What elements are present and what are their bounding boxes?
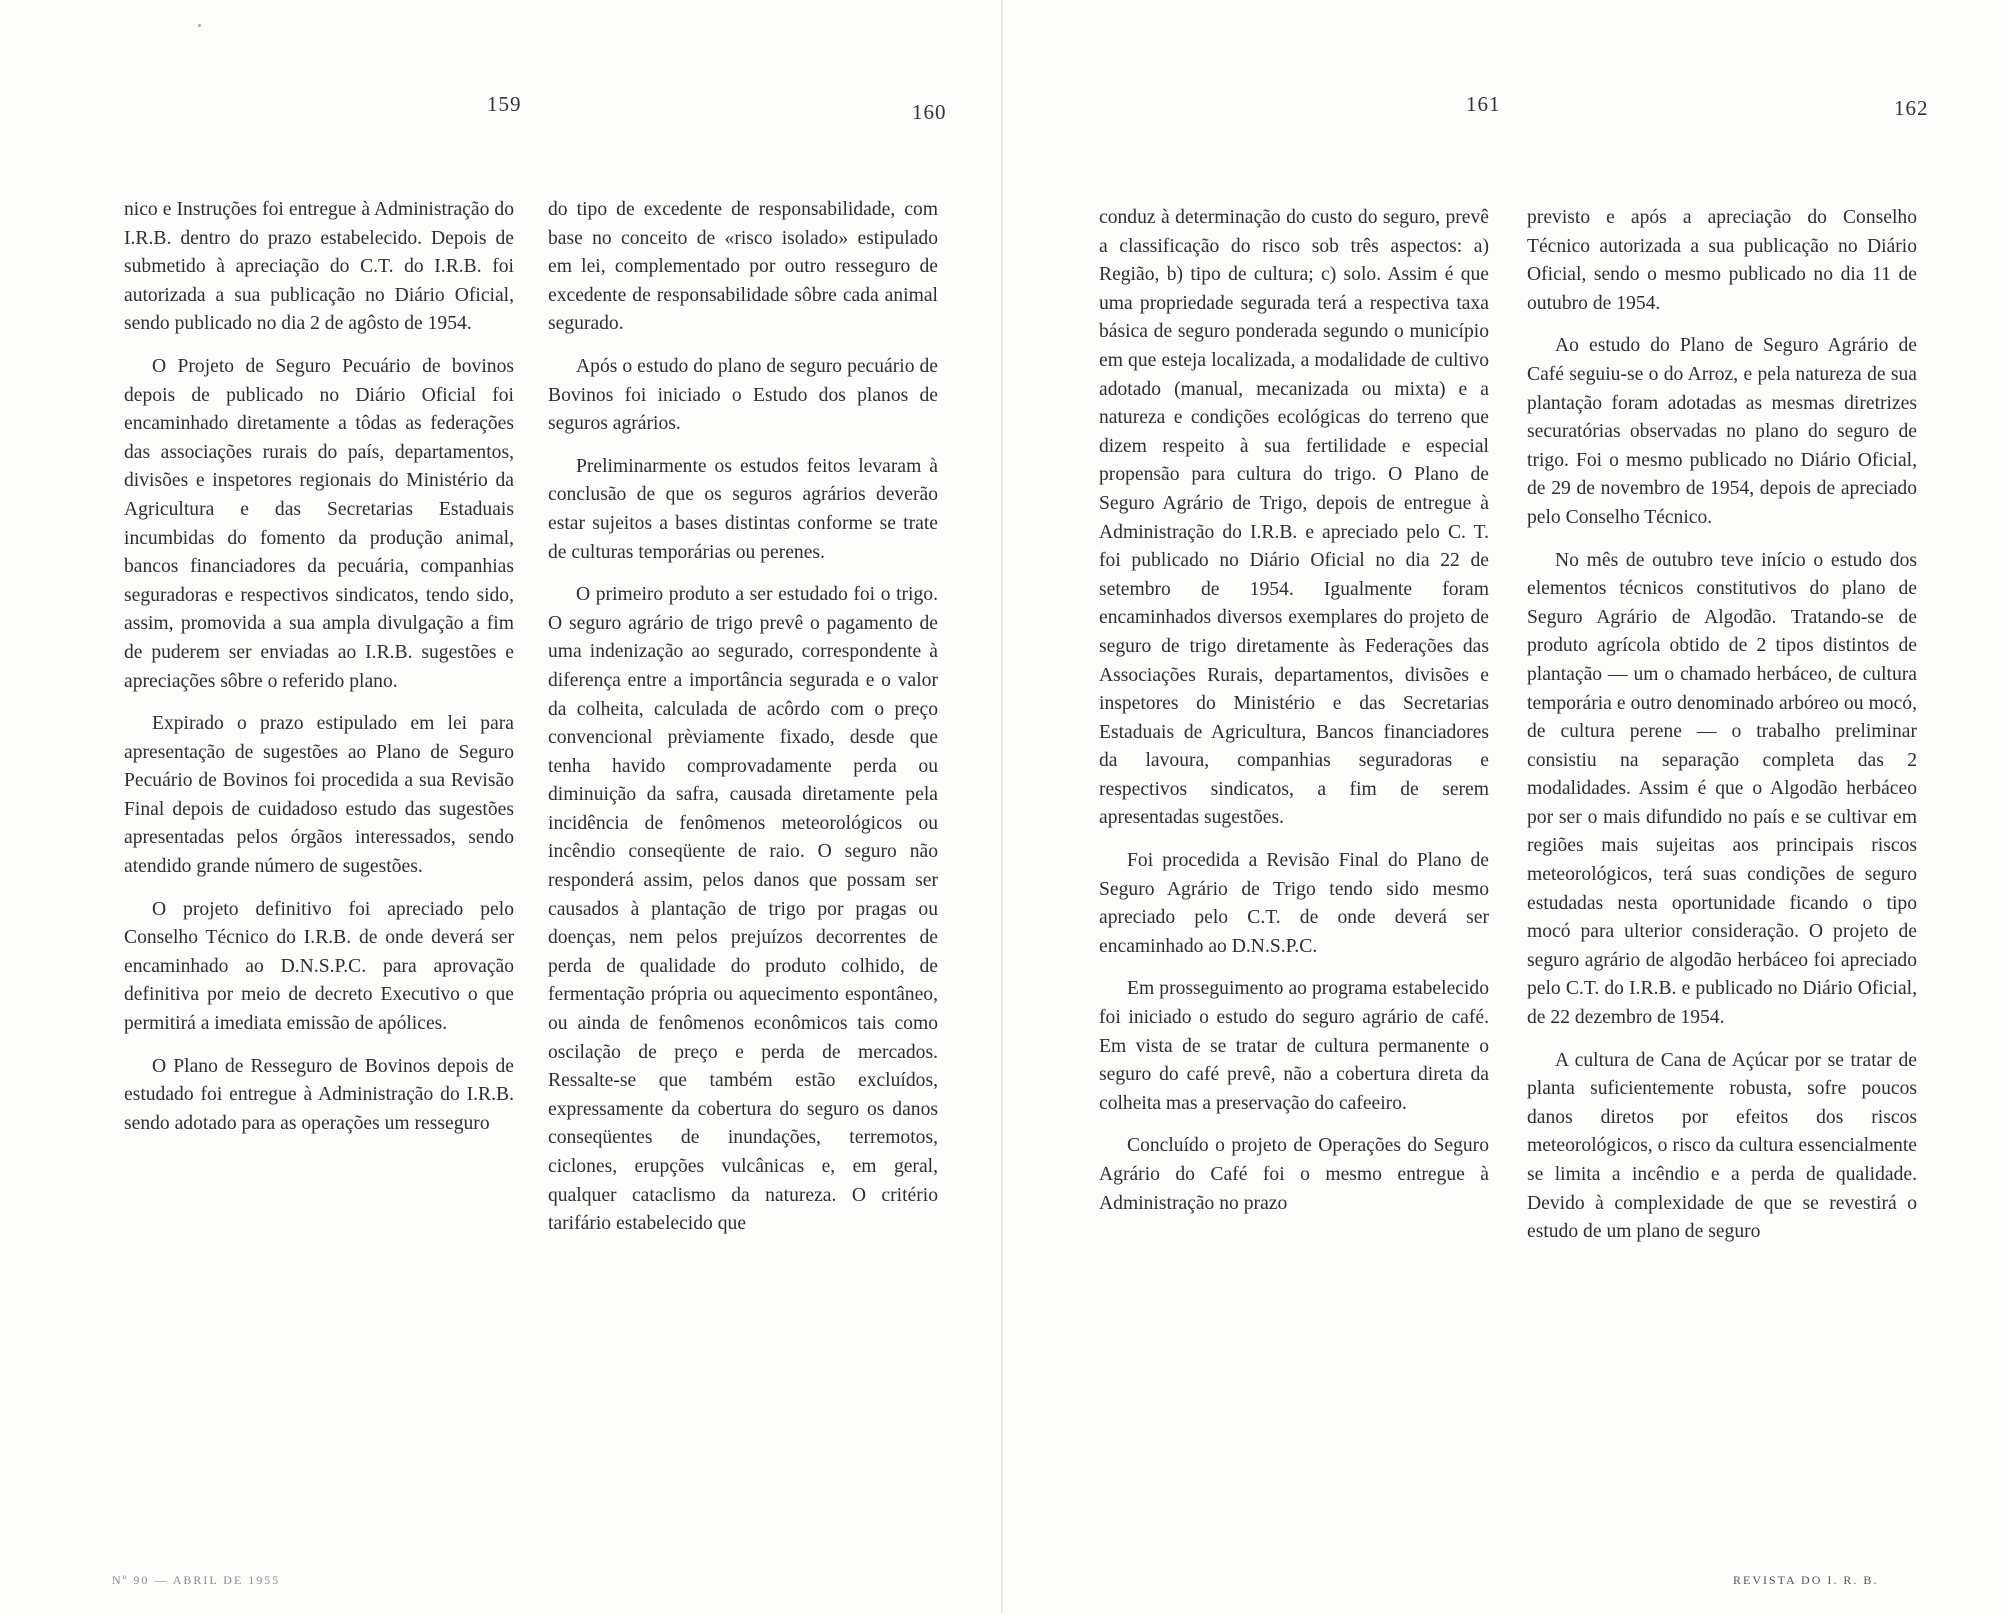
column-4 (1527, 204, 1917, 1261)
paragraph: Foi procedida a Revisão Final do Plano de Seguro Agrário de Trigo tendo sido mesmo apreciado pelo C.T. de onde deverá ser encaminhado ao D.N.S.P.C. (1099, 850, 1489, 957)
paragraph: previsto e após a apreciação do Conselho Técnico autorizada a sua publicação no Diário Oficial, sendo o mesmo publicado no dia 11 de outubro de 1954. (1527, 207, 1917, 314)
page-number-160: 160 (912, 100, 947, 124)
paragraph: Em prosseguimento ao programa estabelecido foi iniciado o estudo do seguro agrário de café. Em vista de se tratar de cultura permanente o seguro do café prevê, não a cobertura direta da colheita mas a preservação do cafeeiro. (1099, 978, 1489, 1114)
paragraph: conduz à determinação do custo do seguro, prevê a classificação do risco sob três aspectos: a) Região, b) tipo de cultura; c) solo. Assim é que uma propriedade segurada terá a respectiva taxa básica de seguro ponderada segundo o município em que esteja localizada, a modalidade de cultivo adotado (manual, mecanizada ou mixta) e a natureza e condições ecológicas do terreno que dizem respeito à sua fertilidade e especial propensão para cultura do trigo. O Plano de Seguro Agrário de Trigo, depois de entregue à Administração do I.R.B. e apreciado pelo C. T. foi publicado no Diário Oficial no dia 22 de setembro de 1954. Igualmente foram encaminhados diversos exemplares do projeto de seguro de trigo diretamente às Federações das Associações Rurais, departamentos, divisões e inspetores do Ministério e das Secretarias Estaduais de Agricultura, Bancos financiadores da lavoura, companhias seguradoras e respectivos sindicatos, a fim de serem apresentadas sugestões. (1099, 207, 1489, 829)
paragraph: No mês de outubro teve início o estudo dos elementos técnicos constitutivos do plano de Seguro Agrário de Algodão. Tratando-se de produto agrícola obtido de 2 tipos distintos de plantação — um o chamado herbáceo, de cultura temporária e outro denominado arbóreo ou mocó, de cultura perene — o trabalho preliminar consistiu na separação completa das 2 modalidades. Assim é que o Algodão herbáceo por ser o mais difundido no país e se cultivar em regiões mais sujeitas aos principais riscos meteorológicos, terá suas condições de seguro estudadas nesta oportunidade ficando o tipo mocó para ulterior consideração. O projeto de seguro agrário de algodão herbáceo foi apreciado pelo C.T. do I.R.B. e publicado no Diário Oficial, de 22 dezembro de 1954. (1527, 549, 1917, 1029)
paragraph: nico e Instruções foi entregue à Administração do I.R.B. dentro do prazo estabelecido. Depois de submetido à apreciação do C.T. do I.R.B. foi autorizada a sua publicação no Diário Oficial, sendo publicado no dia 2 de agôsto de 1954. (124, 199, 514, 335)
paragraph: do tipo de excedente de responsabilidade, com base no conceito de «risco isolado» estipulado em lei, complementado por outro resseguro de excedente de responsabilidade sôbre cada animal segurado. (548, 199, 938, 335)
footer-journal: REVISTA DO I. R. B. (1733, 1573, 1879, 1587)
paragraph: Ao estudo do Plano de Seguro Agrário de Café seguiu-se o do Arroz, e pela natureza de sua plantação foram adotadas as mesmas diretrizes securatórias observadas no plano do seguro de trigo. Foi o mesmo publicado no Diário Oficial, de 29 de novembro de 1954, depois de apreciado pelo Conselho Técnico. (1527, 335, 1917, 528)
column-3 (1099, 204, 1489, 1232)
paragraph: A cultura de Cana de Açúcar por se tratar de planta suficientemente robusta, sofre poucos danos diretos por efeitos dos riscos meteorológicos, o risco da cultura essencialmente se limita a incêndio e a perda de qualidade. Devido à complexidade de que se revestirá o estudo de um plano de seguro (1527, 1049, 1917, 1243)
paragraph: O Plano de Resseguro de Bovinos depois de estudado foi entregue à Administração do I.R.B. sendo adotado para as operações um resseguro (124, 1055, 514, 1134)
paragraph: Preliminarmente os estudos feitos levaram à conclusão de que os seguros agrários deverão estar sujeitos a bases distintas conforme se trate de culturas temporárias ou perenes. (548, 455, 938, 563)
paragraph: Expirado o prazo estipulado em lei para apresentação de sugestões ao Plano de Seguro Pecuário de Bovinos foi procedida a sua Revisão Final depois de cuidadoso estudo das sugestões apresentadas pelos órgãos interessados, sendo atendido grande número de sugestões. (124, 713, 514, 878)
page-number-159: 159 (487, 92, 522, 116)
paper-speck (198, 24, 201, 27)
paragraph: Concluído o projeto de Operações do Seguro Agrário do Café foi o mesmo entregue à Administração no prazo (1099, 1135, 1489, 1214)
paragraph: O primeiro produto a ser estudado foi o trigo. O seguro agrário de trigo prevê o pagamento de uma indenização ao segurado, correspondente à diferença entre a importância segurada e o valor da colheita, calculada de acôrdo com o preço convencional prèviamente fixado, desde que tenha havido comprovadamente perda ou diminuição da safra, causada diretamente pela incidência de fenômenos meteorológicos ou incêndio conseqüente de raio. O seguro não responderá assim, pelos danos que possam ser causados à plantação de trigo por pragas ou doenças, nem pelos prejuízos decorrentes de perda de qualidade do produto colhido, de fermentação própria ou aquecimento espontâneo, ou ainda de fenômenos econômicos tais como oscilação de preço e perda de mercados. Ressalte-se que também estão excluídos, expressamente da cobertura do seguro os danos conseqüentes de inundações, terremotos, ciclones, erupções vulcânicas e, em geral, qualquer cataclismo da natureza. O critério tarifário estabelecido que (548, 584, 938, 1235)
right-page (1003, 0, 2006, 1613)
column-1 (124, 196, 514, 1152)
column-2 (548, 196, 938, 1253)
footer-issue: Nº 90 — ABRIL DE 1955 (112, 1573, 281, 1587)
paragraph: O projeto definitivo foi apreciado pelo Conselho Técnico do I.R.B. de onde deverá ser encaminhado ao D.N.S.P.C. para aprovação definitiva por meio de decreto Executivo o que permitirá a imediata emissão de apólices. (124, 898, 514, 1035)
paragraph: O Projeto de Seguro Pecuário de bovinos depois de publicado no Diário Oficial foi encaminhado diretamente a tôdas as federações das associações rurais do país, departamentos, divisões e inspetores regionais do Ministério da Agricultura e das Secretarias Estaduais incumbidas do fomento da produção animal, bancos financiadores da pecuária, companhias seguradoras e respectivos sindicatos, tendo sido, assim, promovida a sua ampla divulgação a fim de puderem ser enviadas ao I.R.B. sugestões e apreciações sôbre o referido plano. (124, 355, 514, 692)
paragraph: Após o estudo do plano de seguro pecuário de Bovinos foi iniciado o Estudo dos planos de seguros agrários. (548, 355, 938, 435)
page-number-161: 161 (1466, 92, 1501, 116)
page-number-162: 162 (1894, 96, 1929, 120)
